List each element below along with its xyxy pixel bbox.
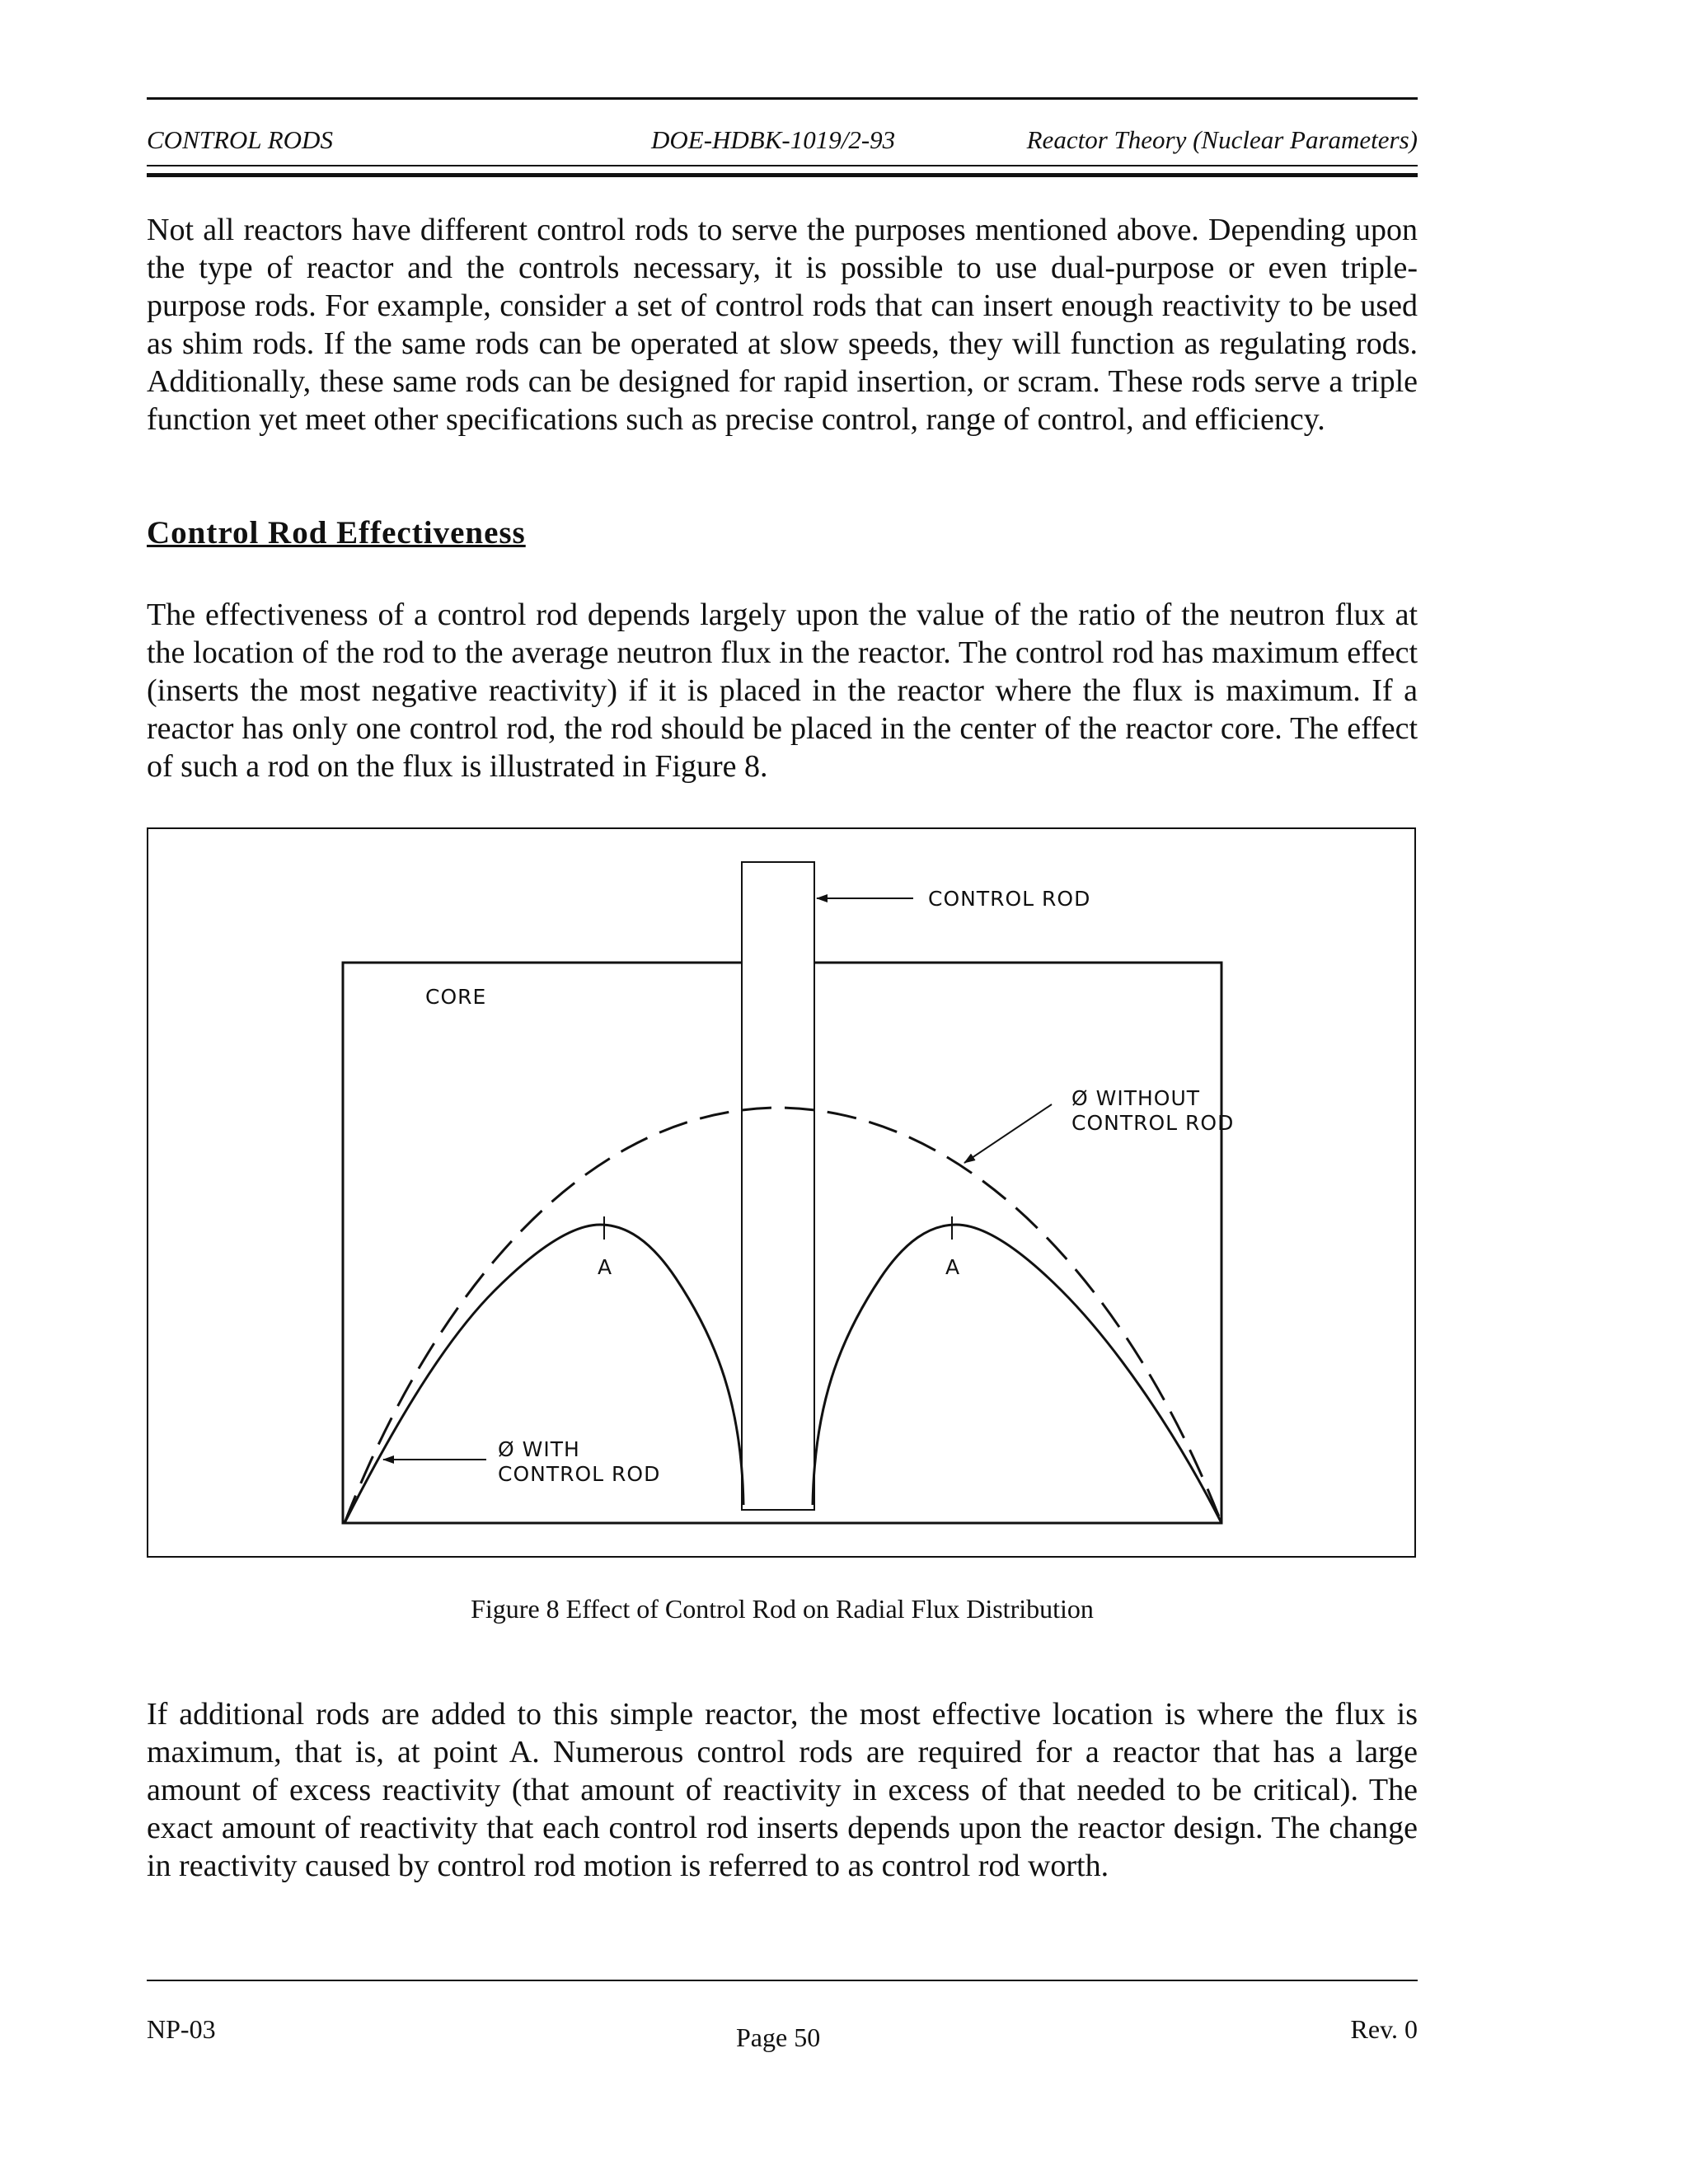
flux-with-rod-right-lobe	[813, 1225, 1221, 1523]
footer-module-code: NP-03	[147, 2014, 216, 2044]
header-section-title: CONTROL RODS	[147, 125, 333, 154]
header-document-number: DOE-HDBK-1019/2-93	[651, 125, 896, 154]
flux-distribution-diagram	[148, 829, 1418, 1559]
header-top-rule	[147, 97, 1418, 100]
point-a-left-label: A	[598, 1255, 613, 1279]
paragraph-multipurpose-rods: Not all reactors have different control rods to serve the purposes mentioned above. Depending upon the type of reactor and the controls necessary, it is possible to use dual-purpose or even triple-purpose rods. For example, consider a set of control rods that can insert enough reactivity to be used as shim rods. If the same rods can be operated at slow speeds, they will function as regulating rods. Additionally, these same rods can be designed for rapid insertion, or scram. These rods serve a triple function yet meet other specifications such as precise control, range of control, and efficiency.	[147, 213, 1418, 437]
footer-revision: Rev. 0	[1350, 2014, 1418, 2044]
with-rod-label-line2: CONTROL ROD	[498, 1462, 661, 1486]
point-a-right-label: A	[945, 1255, 961, 1279]
without-rod-callout-arrow	[964, 1104, 1052, 1163]
header-bottom-rule-thin	[147, 165, 1418, 166]
header-module-title: Reactor Theory (Nuclear Parameters)	[1026, 125, 1418, 154]
without-rod-label-line2: CONTROL ROD	[1071, 1111, 1235, 1135]
header-bottom-rule-thick	[147, 173, 1418, 177]
control-rod-label: CONTROL ROD	[928, 887, 1091, 911]
without-rod-label-line1: Ø WITHOUT	[1071, 1086, 1201, 1110]
core-label: CORE	[425, 985, 487, 1009]
paragraph-additional-rods: If additional rods are added to this simple reactor, the most effective location is where the flux is maximum, that is, at point A. Numerous control rods are required for a reactor that has a large amount of excess reactivity (that amount of reactivity in excess of that needed to be critical). The exact amount of reactivity that each control rod inserts depends upon the reactor design. The change in reactivity caused by control rod motion is referred to as control rod worth.	[147, 1697, 1418, 1883]
paragraph-rod-effectiveness: The effectiveness of a control rod depends largely upon the value of the ratio of the neutron flux at the location of the rod to the average neutron flux in the reactor. The control rod has maximum effect (inserts the most negative reactivity) if it is placed in the reactor where the flux is maximum. If a reactor has only one control rod, the rod should be placed in the center of the reactor core. The effect of such a rod on the flux is illustrated in Figure 8.	[147, 598, 1418, 784]
section-heading: Control Rod Effectiveness	[147, 515, 526, 551]
figure-caption: Figure 8 Effect of Control Rod on Radial Flux Distribution	[471, 1594, 1094, 1624]
control-rod	[742, 862, 814, 1510]
footer-rule	[147, 1980, 1418, 1981]
footer-page-number: Page 50	[736, 2022, 821, 2052]
figure-8	[147, 827, 1416, 1558]
with-rod-label-line1: Ø WITH	[498, 1437, 580, 1461]
